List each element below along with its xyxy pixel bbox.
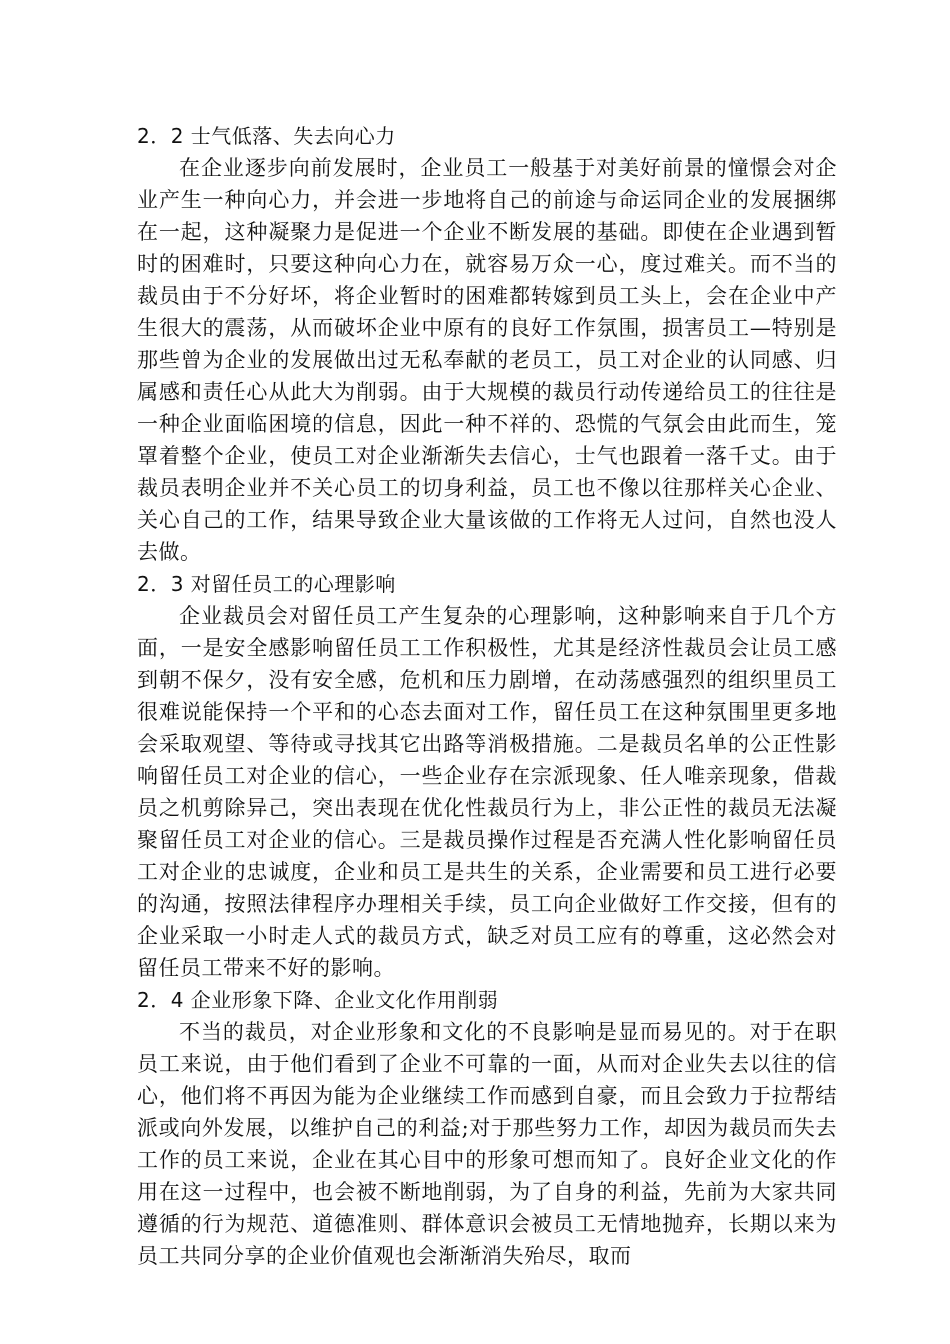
document-page xyxy=(137,120,837,1272)
section-paragraph-2-2: 在企业逐步向前发展时，企业员工一般基于对美好前景的憧憬会对企业产生一种向心力，并会进一步地将自己的前途与命运同企业的发展捆绑在一起，这种凝聚力是促进一个企业不断发展的基础。即使在企业遇到暂时的困难时，只要这种向心力在，就容易万众一心，度过难关。而不当的裁员由于不分好坏，将企业暂时的困难都转嫁到员工头上，会在企业中产生很大的震荡，从而破坏企业中原有的良好工作氛围，损害员工—特别是那些曾为企业的发展做出过无私奉献的老员工，员工对企业的认同感、归属感和责任心从此大为削弱。由于大规模的裁员行动传递给员工的往往是一种企业面临困境的信息，因此一种不祥的、恐慌的气氛会由此而生，笼罩着整个企业，使员工对企业渐渐失去信心，士气也跟着一落千丈。由于裁员表明企业并不关心员工的切身利益，员工也不像以往那样关心企业、关心自己的工作，结果导致企业大量该做的工作将无人过问，自然也没人去做。 xyxy=(137,156,837,564)
section-paragraph-2-4: 不当的裁员，对企业形象和文化的不良影响是显而易见的。对于在职员工来说，由于他们看到了企业不可靠的一面，从而对企业失去以往的信心，他们将不再因为能为企业继续工作而感到自豪，而且会致力于拉帮结派或向外发展，以维护自己的利益;对于那些努力工作，却因为裁员而失去工作的员工来说，企业在其心目中的形象可想而知了。良好企业文化的作用在这一过程中，也会被不断地削弱，为了自身的利益，先前为大家共同遵循的行为规范、道德准则、群体意识会被员工无情地抛弃，长期以来为员工共同分享的企业价值观也会渐渐消失殆尽，取而 xyxy=(137,1020,837,1268)
section-heading-2-3: 2．3 对留任员工的心理影响 xyxy=(137,572,396,596)
section-heading-2-4: 2．4 企业形象下降、企业文化作用削弱 xyxy=(137,988,499,1012)
section-paragraph-2-3: 企业裁员会对留任员工产生复杂的心理影响，这种影响来自于几个方面，一是安全感影响留任员工工作积极性，尤其是经济性裁员会让员工感到朝不保夕，没有安全感，危机和压力剧增，在动荡感强烈的组织里员工很难说能保持一个平和的心态去面对工作，留任员工在这种氛围里更多地会采取观望、等待或寻找其它出路等消极措施。二是裁员名单的公正性影响留任员工对企业的信心，一些企业存在宗派现象、任人唯亲现象，借裁员之机剪除异己，突出表现在优化性裁员行为上，非公正性的裁员无法凝聚留任员工对企业的信心。三是裁员操作过程是否充满人性化影响留任员工对企业的忠诚度，企业和员工是共生的关系，企业需要和员工进行必要的沟通，按照法律程序办理相关手续，员工向企业做好工作交接，但有的企业采取一小时走人式的裁员方式，缺乏对员工应有的尊重，这必然会对留任员工带来不好的影响。 xyxy=(137,604,837,980)
section-heading-2-2: 2．2 士气低落、失去向心力 xyxy=(137,124,396,148)
